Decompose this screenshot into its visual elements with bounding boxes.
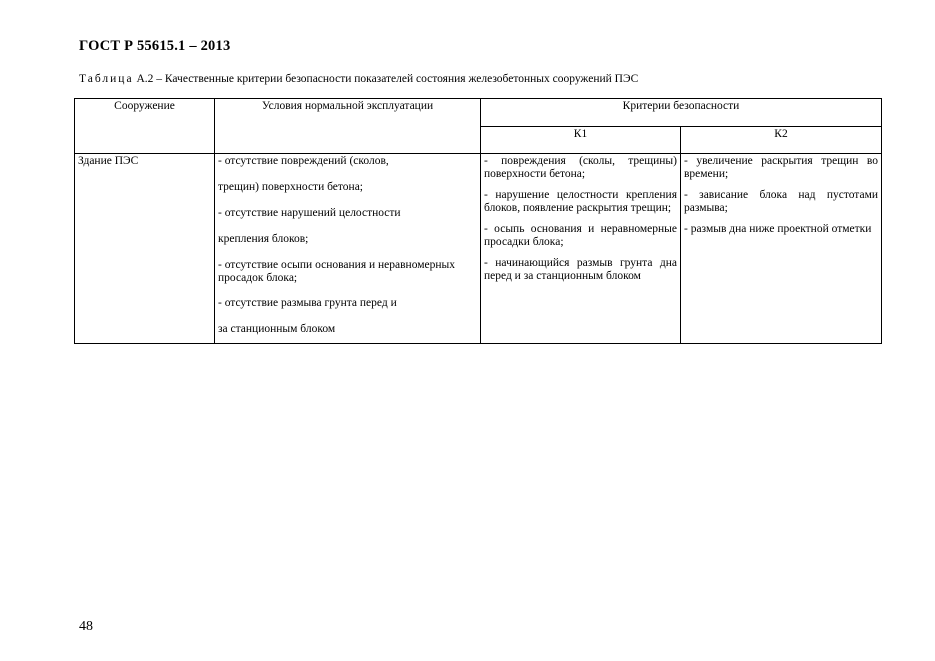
cell-structure: Здание ПЭС	[75, 154, 215, 344]
condition-line: - отсутствие осыпи основания и неравномерных просадок блока;	[218, 259, 456, 284]
document-header: ГОСТ Р 55615.1 – 2013	[79, 38, 231, 54]
caption-prefix: Таблица	[79, 73, 134, 85]
header-structure: Сооружение	[75, 99, 215, 154]
k1-item: - осыпь основания и неравномерные просадки блока;	[484, 223, 677, 248]
condition-line: крепления блоков;	[218, 233, 309, 245]
cell-k1	[481, 154, 681, 344]
condition-line: - отсутствие размыва грунта перед и	[218, 297, 397, 309]
table-caption	[79, 73, 638, 85]
k1-item: - повреждения (сколы, трещины) поверхности бетона;	[484, 155, 677, 180]
k2-item: - размыв дна ниже проектной отметки	[684, 223, 872, 235]
header-criteria: Критерии безопасности	[481, 99, 882, 127]
header-k1: К1	[481, 127, 681, 154]
cell-k2	[681, 154, 882, 344]
cell-conditions	[215, 154, 481, 344]
table-row	[75, 154, 882, 344]
condition-line: - отсутствие повреждений (сколов,	[218, 155, 389, 167]
condition-line: трещин) поверхности бетона;	[218, 181, 363, 193]
page-number: 48	[79, 619, 93, 634]
k2-item: - увеличение раскрытия трещин во времени;	[684, 155, 878, 180]
condition-line: за станционным блоком	[218, 323, 336, 335]
k1-item: - нарушение целостности крепления блоков, появление раскрытия трещин;	[484, 189, 677, 214]
caption-text: А.2 – Качественные критерии безопасности показателей состояния железобетонных сооружений ПЭС	[133, 73, 639, 85]
k1-item: - начинающийся размыв грунта дна перед и за станционным блоком	[484, 257, 677, 282]
condition-line: - отсутствие нарушений целостности	[218, 207, 401, 219]
safety-criteria-table	[74, 98, 882, 344]
k2-item: - зависание блока над пустотами размыва;	[684, 189, 878, 214]
header-conditions: Условия нормальной эксплуатации	[215, 99, 481, 154]
header-k2: К2	[681, 127, 882, 154]
